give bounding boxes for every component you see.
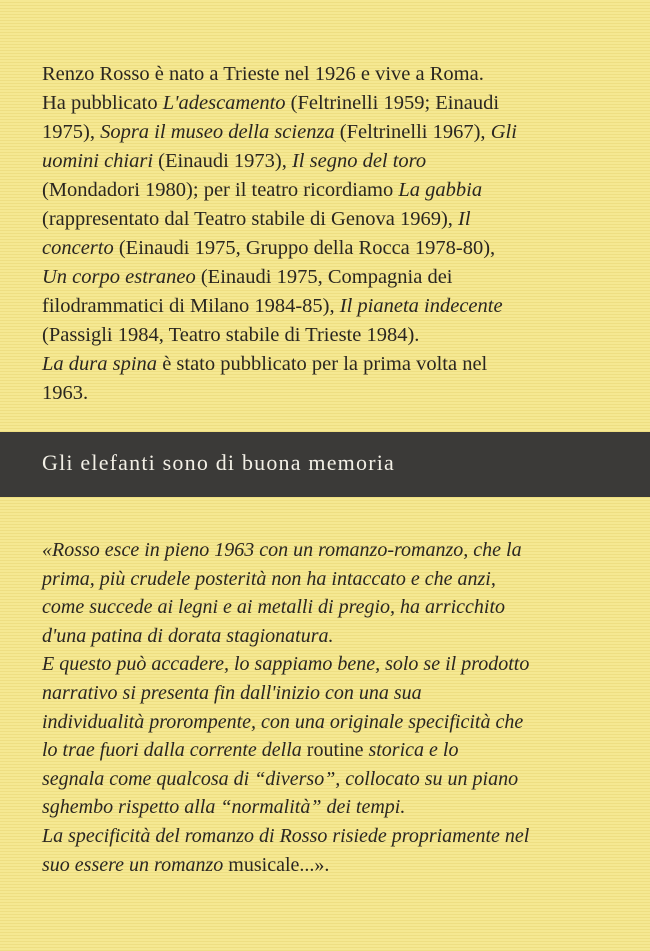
quote-line — [42, 793, 529, 822]
italic-text: E questo può accadere, lo sappiamo bene, solo se il prodotto — [42, 653, 530, 676]
quote-line — [42, 708, 529, 737]
italic-text: prima, più crudele posterità non ha intaccato e che anzi, — [42, 567, 496, 590]
italic-text: sghembo rispetto alla “normalità” dei tempi. — [42, 796, 406, 819]
bio-line — [42, 205, 517, 234]
bio-line — [42, 379, 517, 408]
italic-text: narrativo si presenta fin dall'inizio con una sua — [42, 681, 422, 704]
text: filodrammatici di Milano 1984-85), — [42, 295, 340, 317]
bio-line — [42, 89, 517, 118]
quote-line — [42, 822, 529, 851]
italic-text: Gli — [490, 121, 517, 143]
text: (Feltrinelli 1967), — [334, 121, 491, 143]
italic-text: Sopra il museo della scienza — [100, 121, 335, 143]
quote-line — [42, 851, 529, 880]
bio-line — [42, 350, 517, 379]
text: routine — [306, 739, 364, 762]
italic-text: uomini chiari — [42, 150, 154, 172]
quote-line — [42, 650, 529, 679]
italic-text: Il segno del toro — [291, 150, 427, 172]
quote-line — [42, 622, 529, 651]
italic-text: Il pianeta indecente — [339, 295, 503, 317]
bio-line — [42, 176, 517, 205]
text: (Einaudi 1975, Compagnia dei — [195, 266, 453, 288]
bio-line — [42, 234, 517, 263]
text: (Einaudi 1975, Gruppo della Rocca 1978-80), — [113, 237, 496, 259]
italic-text: Il — [458, 208, 471, 230]
text: (Feltrinelli 1959; Einaudi — [285, 92, 500, 114]
quote-line — [42, 736, 529, 765]
text: 1975), — [42, 121, 101, 143]
quote-line — [42, 765, 529, 794]
italic-text: L'adescamento — [162, 92, 286, 114]
italic-text: concerto — [42, 237, 114, 259]
text: (Einaudi 1973), — [153, 150, 292, 172]
bio-line — [42, 147, 517, 176]
italic-text: La dura spina — [42, 353, 158, 375]
italic-text: «Rosso esce in pieno 1963 con un romanzo-romanzo, che la — [42, 539, 522, 561]
italic-text: lo trae fuori dalla corrente della — [42, 739, 307, 762]
series-title: Gli elefanti sono di buona memoria — [42, 450, 396, 475]
quote-line — [42, 565, 529, 594]
bio-line — [42, 60, 517, 89]
italic-text: Un corpo estraneo — [42, 266, 196, 288]
quote-line — [42, 679, 529, 708]
bio-line — [42, 118, 517, 147]
text: Ha pubblicato — [42, 92, 163, 114]
italic-text: La gabbia — [398, 179, 483, 201]
italic-text: storica e lo — [363, 739, 459, 762]
italic-text: d'una patina di dorata stagionatura. — [42, 624, 334, 647]
quote-line — [42, 536, 529, 565]
italic-text: suo essere un romanzo — [42, 853, 229, 876]
text: (Passigli 1984, Teatro stabile di Trieste 1984). — [42, 324, 420, 346]
text: (rappresentato dal Teatro stabile di Genova 1969), — [42, 208, 459, 230]
review-quote — [42, 536, 529, 879]
title-band — [0, 432, 650, 497]
text: Renzo Rosso è nato a Trieste nel 1926 e vive a Roma. — [42, 63, 484, 85]
text: (Mondadori 1980); per il teatro ricordiamo — [42, 179, 399, 201]
text: 1963. — [42, 382, 89, 404]
bio-line — [42, 263, 517, 292]
bio-line — [42, 321, 517, 350]
italic-text: La specificità del romanzo di Rosso risiede propriamente nel — [42, 824, 530, 847]
text: è stato pubblicato per la prima volta nel — [157, 353, 488, 375]
italic-text: come succede ai legni e ai metalli di pregio, ha arricchito — [42, 596, 506, 619]
italic-text: individualità prorompente, con una originale specificità che — [42, 710, 524, 733]
italic-text: segnala come qualcosa di “diverso”, collocato su un piano — [42, 767, 519, 790]
text: musicale...». — [228, 853, 330, 876]
bio-line — [42, 292, 517, 321]
quote-line — [42, 593, 529, 622]
author-bio — [42, 60, 517, 408]
